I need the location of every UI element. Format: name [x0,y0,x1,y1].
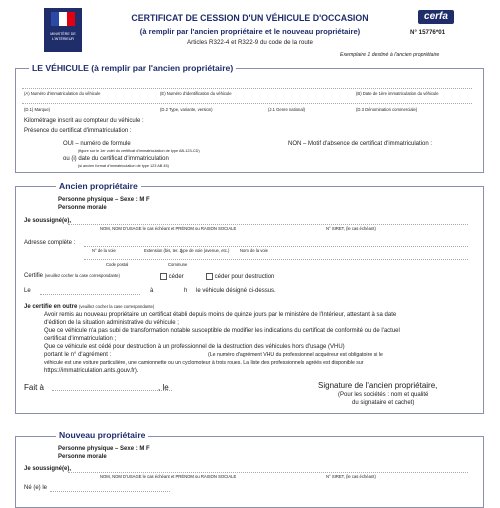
certify-bullet-1[interactable]: Avoir remis au nouveau propriétaire un certificat établi depuis moins de quinze jours par le ministère de l'Intérieur, attestant à sa date [44,312,397,318]
old-addr-extension: Extension (bis, ter...) [144,248,183,253]
field-registration-number: (A) Numéro d'immatriculation du véhicule [24,91,101,96]
new-siret-hint: N° SIRET, (le cas échéant) [326,474,376,479]
new-owner-section-title: Nouveau propriétaire [56,430,148,440]
field-vin: (E) Numéro d'identification du véhicule [160,91,232,96]
ou-option[interactable]: ou (i) date du certificat d'immatriculation [63,156,169,162]
old-date-h: h [184,288,188,294]
presence-label: Présence du certificat d'immatriculation : [24,128,132,134]
certify-row: Certifie (veuillez cocher la case correspondante) [24,273,120,279]
field-commercial-name: (D.3 Dénomination commerciale) [356,107,418,112]
old-date-a: à [150,288,154,294]
vehicle-section-title: LE VÉHICULE (à remplir par l'ancien propriétaire) [29,63,236,73]
old-undersigned: Je soussigné(e), [24,218,72,224]
old-commune: Commune [168,262,188,267]
page-subtitle: (à remplir par l'ancien propriétaire et le nouveau propriétaire) [139,27,361,36]
field-type: (D.2 Type, variante, version) [160,107,213,112]
field-genre: (J.1 Genre national) [268,107,306,112]
certify-bullet-1b: d'édition de la situation administrative du véhicule ; [44,320,179,326]
old-siret-hint: N° SIRET, (le cas échéant) [326,226,376,231]
certify-bullet-2[interactable]: Que ce véhicule n'a pas subi de transformation notable susceptible de modifier les indications du certificat de conformité ou de l'actuel [44,328,400,334]
signature-label: Signature de l'ancien propriétaire, [318,381,438,390]
old-address-label: Adresse complète : [24,240,76,246]
old-name-hint: NOM, NOM D'USAGE le cas échéant et PRÉNOM ou RAISON SOCIALE [100,226,237,231]
new-person-type[interactable]: Personne physique – Sexe : M F [58,446,150,452]
cerfa-number: N° 15776*01 [410,29,446,36]
agreement-number-label: portant le n° d'agrément : [44,352,112,358]
field-first-registration-date: (B) Date de 1ère immatriculation du véhicule [356,91,439,96]
fait-le: , le [158,383,169,392]
page-title: CERTIFICAT DE CESSION D'UN VÉHICULE D'OCCASION [131,13,369,23]
new-name-hint: NOM, NOM D'USAGE le cas échéant et PRÉNOM ou RAISON SOCIALE [100,474,237,479]
ceder-option[interactable]: céder [160,273,184,280]
old-postal-code: Code postal [106,262,129,267]
old-person-type[interactable]: Personne physique – Sexe : M F [58,197,150,203]
ou-note: (si ancien format d'immatriculation de type 123 AB 45) [78,164,169,168]
old-owner-section [15,186,484,414]
articles-reference: Articles R322-4 et R322-9 du code de la route [187,39,313,46]
old-person-moral[interactable]: Personne morale [58,205,107,211]
cerfa-logo: cerfa [418,10,454,24]
copy-note: Exemplaire 1 destiné à l'ancien propriétaire [340,52,440,58]
logo-text: MINISTÈRE DE L'INTÉRIEUR [50,32,76,41]
odometer-label: Kilométrage inscrit au compteur du véhicule : [24,118,144,124]
also-certify: Je certifie en outre (veuillez cocher la case correspondante) [24,304,155,310]
ceder-destruction-option[interactable]: céder pour destruction [206,273,274,280]
old-addr-type: type de voie (avenue, etc.) [180,248,230,253]
new-born-label: Né (e) le [24,485,48,491]
oui-option[interactable]: OUI – numéro de formule [63,141,131,147]
agreement-note-2: véhicule est une voiture particulière, une camionnette ou un cyclomoteur à trois roues. La liste des professionnels agréés est disponible sur [44,360,364,366]
new-person-moral[interactable]: Personne morale [58,454,107,460]
agreement-note: (Le numéro d'agrément VHU du professionnel acquéreur est obligatoire si le [208,352,383,358]
signature-hint: (Pour les sociétés : nom et qualité [338,392,429,398]
new-undersigned: Je soussigné(e), [24,466,72,472]
certify-bullet-2b: certificat d'immatriculation ; [44,336,117,342]
field-brand: (D.1) Marque) [24,107,51,112]
certify-bullet-3[interactable]: Que ce véhicule est cédé pour destruction à un professionnel de la destruction des véhicules hors d'usage (VHU) [44,344,345,350]
signature-hint-2: du signataire et cachet) [352,400,415,406]
old-addr-number: N° de la voie [92,248,116,253]
non-option[interactable]: NON – Motif d'absence de certificat d'immatriculation : [288,141,433,147]
vehicle-designated: le véhicule désigné ci-dessus. [196,288,276,294]
old-date-le: Le [24,288,31,294]
fait-a: Fait à [24,383,45,392]
ants-link[interactable]: https://immatriculation.ants.gouv.fr). [44,368,139,374]
old-owner-section-title: Ancien propriétaire [56,181,141,191]
oui-note: (figure sur le 1er volet du certificat d'immatriculation de type AB-123-CD) [78,149,200,153]
old-addr-name: Nom de la voie [240,248,268,253]
